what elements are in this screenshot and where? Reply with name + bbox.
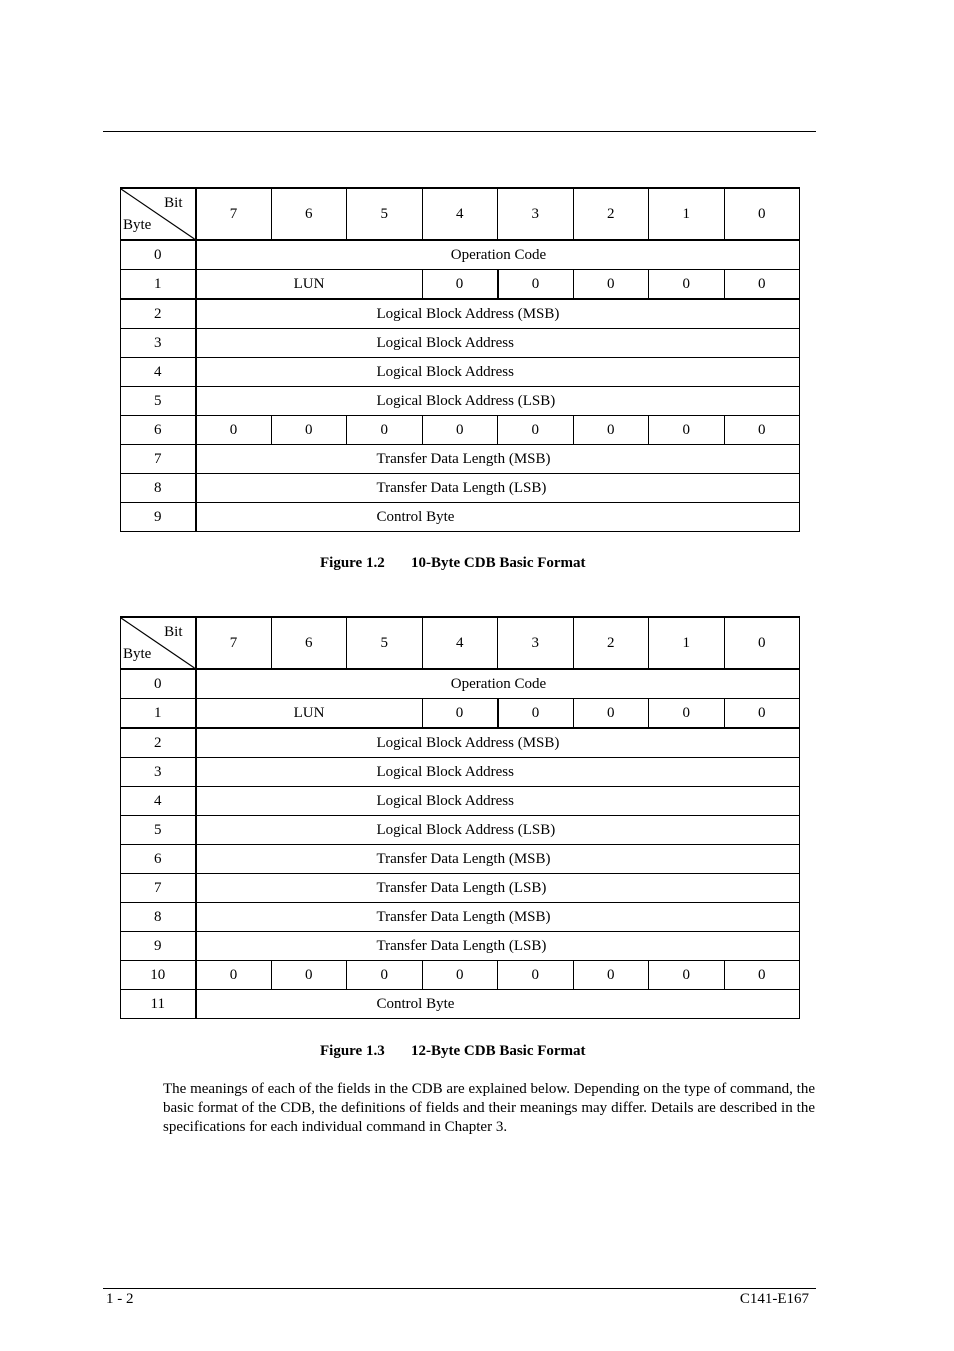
byte-number-cell: 7 <box>121 445 196 474</box>
field-name: Transfer Data Length (MSB) <box>376 451 551 467</box>
field-cell <box>196 816 800 845</box>
bit-column-header: 3 <box>498 188 574 240</box>
table-row <box>121 503 800 532</box>
bit-column-header: 6 <box>271 188 347 240</box>
field-cell <box>196 787 800 816</box>
field-cell <box>196 990 800 1019</box>
byte-number-cell: 9 <box>121 503 196 532</box>
field-name: Logical Block Address <box>376 335 514 351</box>
field-name: Transfer Data Length (LSB) <box>376 880 547 896</box>
table-row <box>121 474 800 503</box>
document-id: C141-E167 <box>739 1291 809 1307</box>
field-cell <box>196 445 800 474</box>
bit-value-cell: 0 <box>649 699 725 729</box>
bit-value-cell: 0 <box>498 699 574 729</box>
table-row <box>121 874 800 903</box>
field-cell <box>196 387 800 416</box>
bit-value-cell: 0 <box>724 270 800 300</box>
byte-number-cell: 0 <box>121 669 196 699</box>
byte-number-cell: 11 <box>121 990 196 1019</box>
bit-value-cell: 0 <box>422 699 498 729</box>
bit-value-cell: 0 <box>422 416 498 445</box>
bit-column-header: 2 <box>573 188 649 240</box>
bit-column-header: 0 <box>724 188 800 240</box>
byte-number-cell: 0 <box>121 240 196 270</box>
byte-number-cell: 2 <box>121 299 196 329</box>
byte-number-cell: 3 <box>121 329 196 358</box>
table-row <box>121 358 800 387</box>
footer-rule <box>103 1288 816 1289</box>
field-name: Transfer Data Length (MSB) <box>376 851 551 867</box>
table-row <box>121 387 800 416</box>
table-row <box>121 990 800 1019</box>
table-row <box>121 787 800 816</box>
figure-number: Figure 1.3 <box>320 1043 385 1059</box>
byte-number-cell: 10 <box>121 961 196 990</box>
table-row <box>121 299 800 329</box>
field-cell <box>196 932 800 961</box>
byte-number-cell: 8 <box>121 474 196 503</box>
bit-column-header: 4 <box>422 617 498 669</box>
table-row <box>121 416 800 445</box>
bit-column-header: 2 <box>573 617 649 669</box>
header-rule <box>103 131 816 132</box>
table-row <box>121 445 800 474</box>
table-row <box>121 699 800 729</box>
table-row <box>121 961 800 990</box>
field-name: Logical Block Address <box>376 793 514 809</box>
field-name: Logical Block Address (LSB) <box>376 822 556 838</box>
lun-cell: LUN <box>196 699 423 729</box>
field-cell <box>196 845 800 874</box>
field-name: Transfer Data Length (MSB) <box>376 909 551 925</box>
bit-value-cell: 0 <box>649 416 725 445</box>
field-name: Transfer Data Length (LSB) <box>376 938 547 954</box>
bit-value-cell: 0 <box>649 961 725 990</box>
field-name: Operation Code <box>450 676 547 692</box>
byte-number-cell: 5 <box>121 387 196 416</box>
byte-number-cell: 1 <box>121 699 196 729</box>
byte-number-cell: 3 <box>121 758 196 787</box>
table-row <box>121 728 800 758</box>
byte-number-cell: 7 <box>121 874 196 903</box>
field-cell <box>196 503 800 532</box>
bit-column-header: 5 <box>347 617 423 669</box>
byte-number-cell: 1 <box>121 270 196 300</box>
field-name: Logical Block Address <box>376 764 514 780</box>
bit-byte-corner-cell <box>121 188 196 240</box>
figure-caption <box>320 1043 586 1060</box>
field-name: Logical Block Address <box>376 364 514 380</box>
field-name: Transfer Data Length (LSB) <box>376 480 547 496</box>
field-cell <box>196 358 800 387</box>
cdb-10-byte-body <box>121 188 800 532</box>
field-name: Logical Block Address (MSB) <box>376 306 560 322</box>
bit-value-cell: 0 <box>573 416 649 445</box>
field-name: Logical Block Address (LSB) <box>376 393 556 409</box>
bit-value-cell: 0 <box>196 961 272 990</box>
field-name: Control Byte <box>376 996 455 1012</box>
bit-column-header: 5 <box>347 188 423 240</box>
cdb-12-byte-table <box>120 616 800 1019</box>
byte-label: Byte <box>123 217 152 233</box>
bit-column-header: 1 <box>649 617 725 669</box>
bit-value-cell: 0 <box>196 416 272 445</box>
field-cell <box>196 299 800 329</box>
byte-number-cell: 5 <box>121 816 196 845</box>
field-cell <box>196 329 800 358</box>
field-name: Logical Block Address (MSB) <box>376 735 560 751</box>
bit-value-cell: 0 <box>724 416 800 445</box>
table-header-row <box>121 188 800 240</box>
table-row <box>121 932 800 961</box>
byte-number-cell: 4 <box>121 787 196 816</box>
bit-label: Bit <box>164 195 183 211</box>
bit-column-header: 4 <box>422 188 498 240</box>
bit-column-header: 3 <box>498 617 574 669</box>
field-cell <box>196 728 800 758</box>
table-row <box>121 669 800 699</box>
byte-label: Byte <box>123 646 152 662</box>
table-row <box>121 816 800 845</box>
figure-title: 12-Byte CDB Basic Format <box>411 1043 586 1059</box>
bit-value-cell: 0 <box>347 961 423 990</box>
table-row <box>121 329 800 358</box>
figure-title: 10-Byte CDB Basic Format <box>411 555 586 571</box>
byte-number-cell: 8 <box>121 903 196 932</box>
cdb-10-byte-table <box>120 187 800 532</box>
figure-caption <box>320 555 586 572</box>
bit-byte-corner-cell <box>121 617 196 669</box>
table-row <box>121 758 800 787</box>
field-cell <box>196 874 800 903</box>
byte-number-cell: 6 <box>121 416 196 445</box>
bit-value-cell: 0 <box>573 699 649 729</box>
bit-value-cell: 0 <box>649 270 725 300</box>
figure-number: Figure 1.2 <box>320 555 385 571</box>
field-cell <box>196 903 800 932</box>
byte-number-cell: 4 <box>121 358 196 387</box>
bit-value-cell: 0 <box>724 961 800 990</box>
bit-value-cell: 0 <box>573 961 649 990</box>
field-cell <box>196 669 800 699</box>
bit-value-cell: 0 <box>422 270 498 300</box>
table-row <box>121 903 800 932</box>
bit-value-cell: 0 <box>271 416 347 445</box>
bit-value-cell: 0 <box>573 270 649 300</box>
byte-number-cell: 6 <box>121 845 196 874</box>
bit-column-header: 7 <box>196 617 272 669</box>
table-row <box>121 240 800 270</box>
bit-label: Bit <box>164 624 183 640</box>
bit-column-header: 0 <box>724 617 800 669</box>
cdb-12-byte-body <box>121 617 800 1019</box>
bit-value-cell: 0 <box>498 416 574 445</box>
field-name: Control Byte <box>376 509 455 525</box>
bit-column-header: 6 <box>271 617 347 669</box>
table-row <box>121 270 800 300</box>
field-cell <box>196 758 800 787</box>
bit-value-cell: 0 <box>724 699 800 729</box>
bit-column-header: 1 <box>649 188 725 240</box>
field-cell <box>196 474 800 503</box>
table-header-row <box>121 617 800 669</box>
body-paragraph: The meanings of each of the fields in the CDB are explained below. Depending on the type of command, the basic format of the CDB, the definitions of fields and their meanings may differ. Details are described in the specifications for each individual command in Chapter 3. <box>163 1081 815 1135</box>
bit-value-cell: 0 <box>347 416 423 445</box>
bit-value-cell: 0 <box>422 961 498 990</box>
table-row <box>121 845 800 874</box>
byte-number-cell: 9 <box>121 932 196 961</box>
bit-column-header: 7 <box>196 188 272 240</box>
byte-number-cell: 2 <box>121 728 196 758</box>
bit-value-cell: 0 <box>271 961 347 990</box>
bit-value-cell: 0 <box>498 270 574 300</box>
bit-value-cell: 0 <box>498 961 574 990</box>
field-name: Operation Code <box>450 247 547 263</box>
lun-cell: LUN <box>196 270 423 300</box>
field-cell <box>196 240 800 270</box>
page-number: 1 - 2 <box>106 1291 134 1307</box>
